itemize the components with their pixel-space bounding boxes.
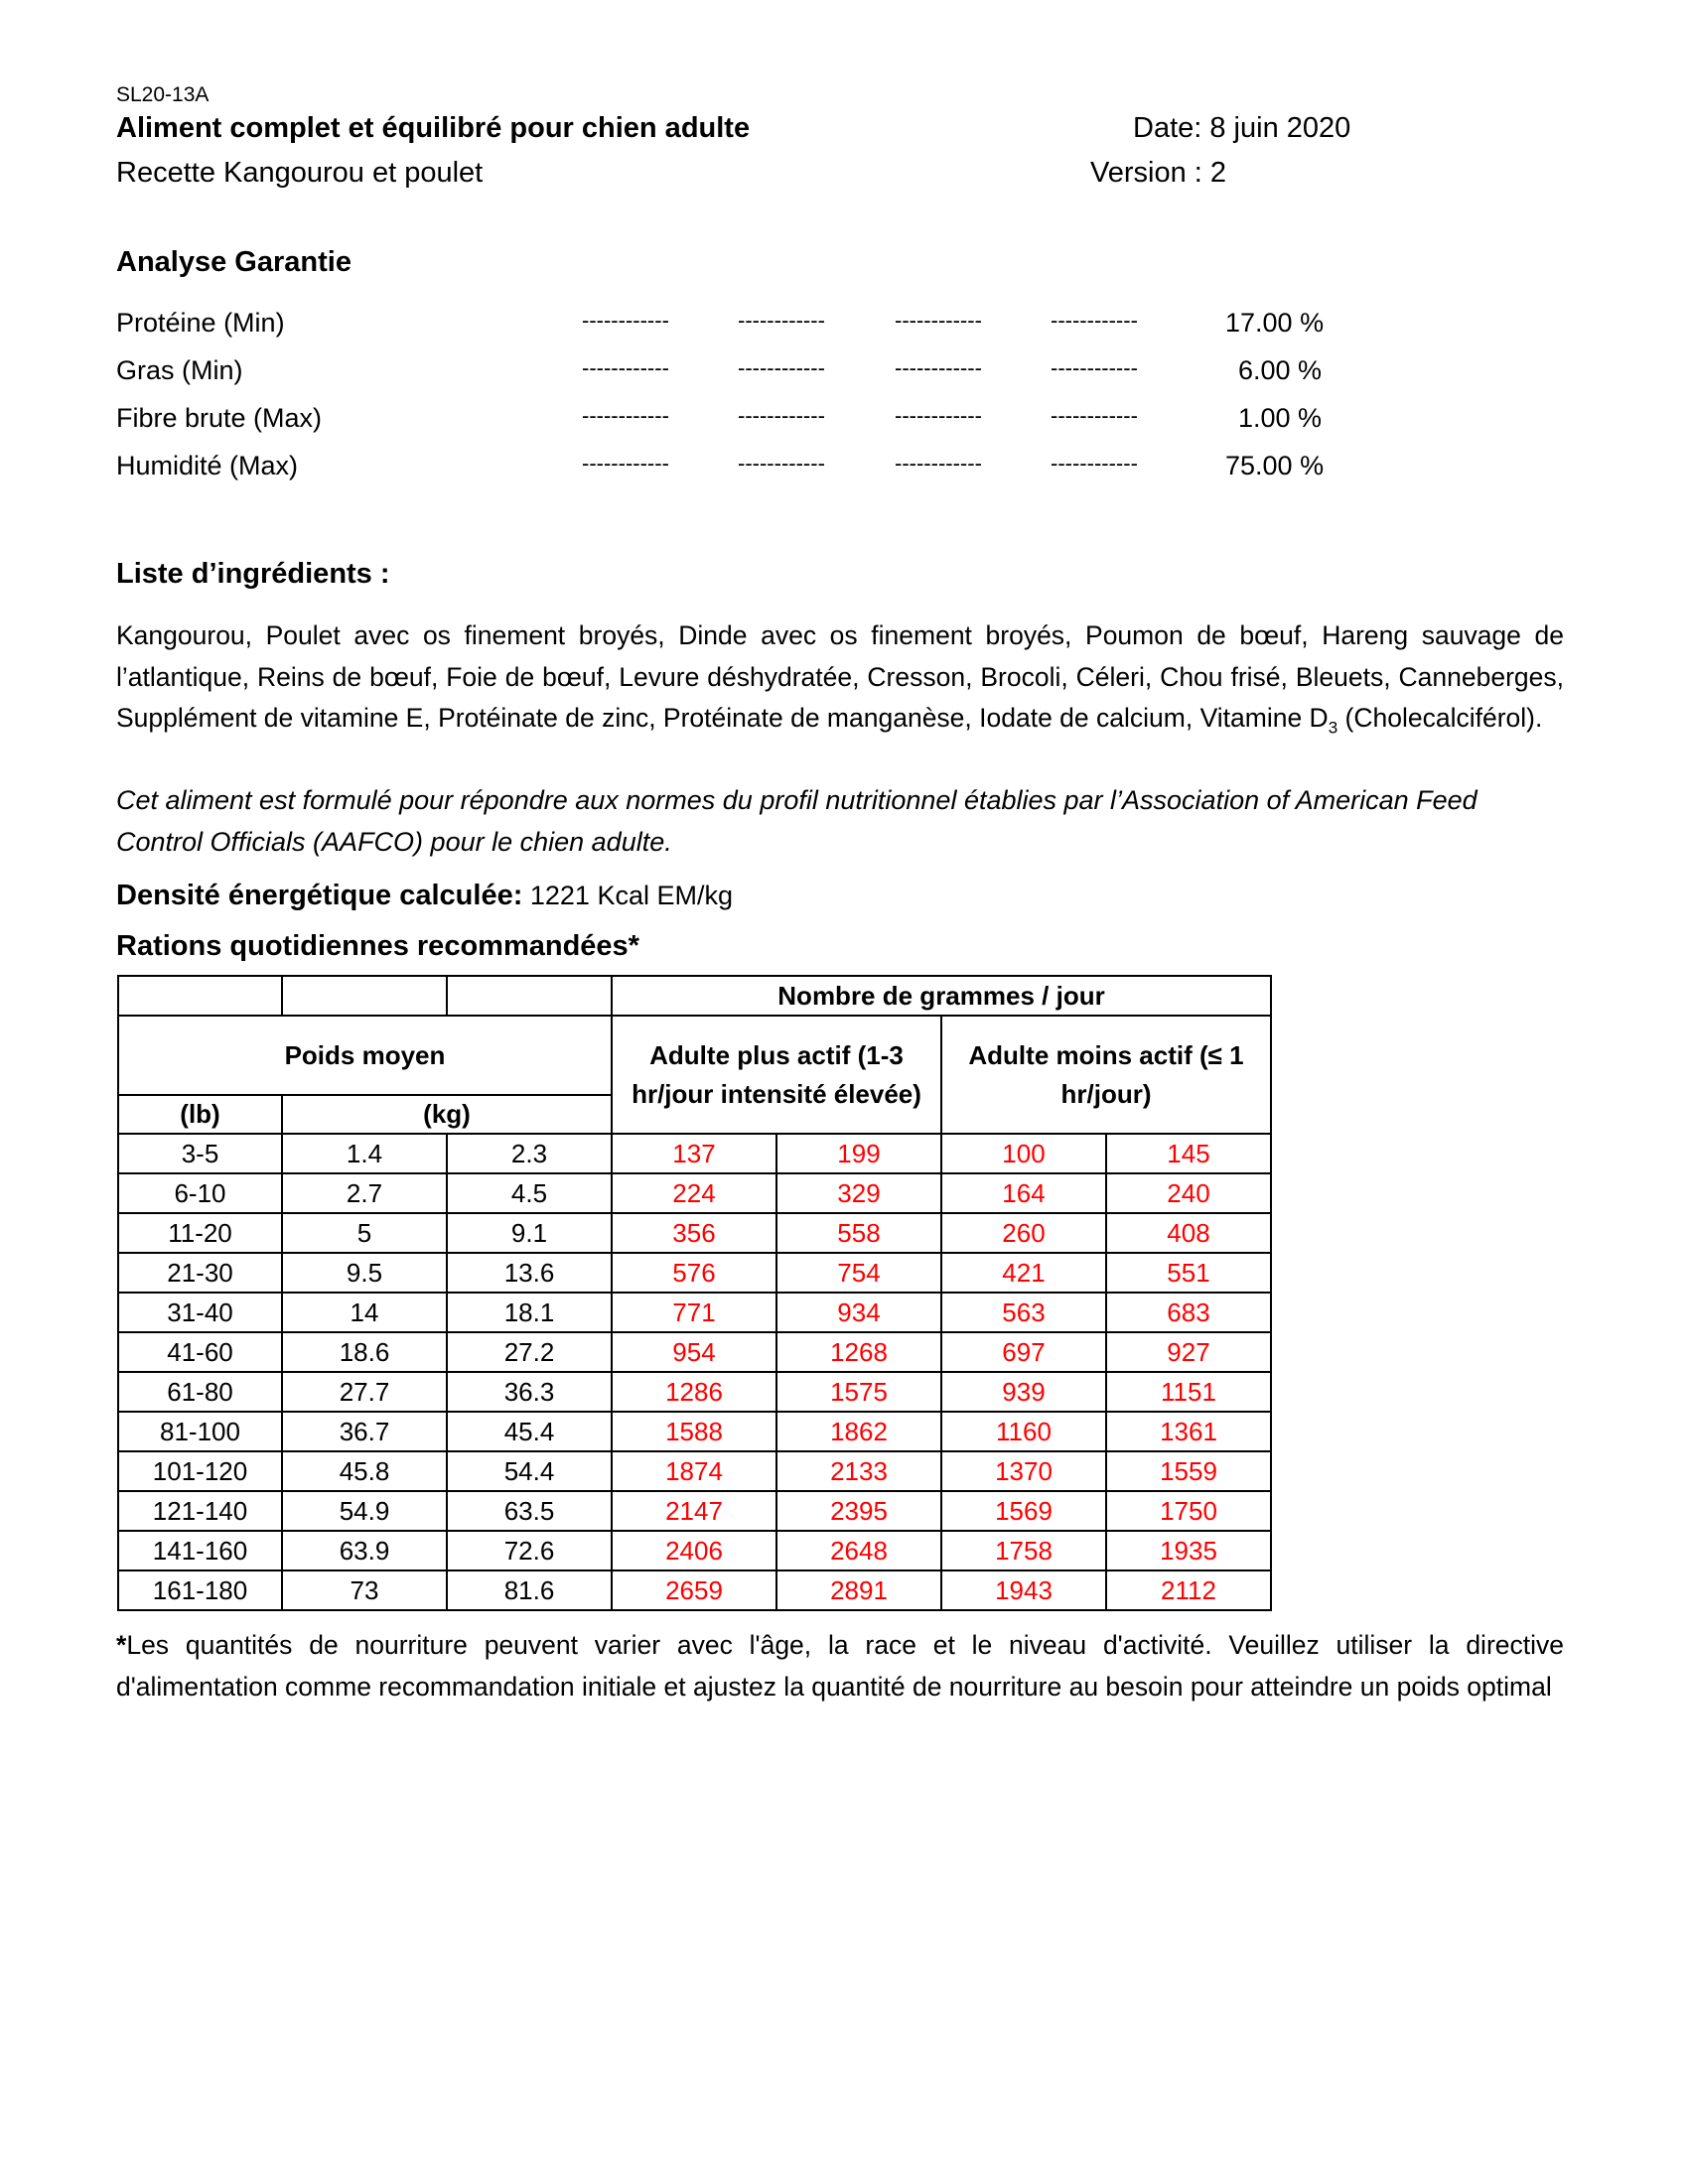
weight-kg-cell: 1.4 bbox=[282, 1134, 447, 1173]
energy-density-label: Densité énergétique calculée: bbox=[116, 880, 523, 911]
weight-lb-cell: 141-160 bbox=[118, 1531, 282, 1570]
grams-cell: 240 bbox=[1106, 1173, 1271, 1213]
weight-lb-cell: 61-80 bbox=[118, 1372, 282, 1412]
kg-header: (kg) bbox=[282, 1095, 612, 1134]
grams-cell: 1569 bbox=[941, 1491, 1106, 1531]
weight-lb-cell: 11-20 bbox=[118, 1213, 282, 1253]
grams-cell: 1874 bbox=[612, 1451, 776, 1491]
weight-kg-cell: 45.4 bbox=[447, 1412, 612, 1451]
grams-cell: 2659 bbox=[612, 1570, 776, 1610]
grams-cell: 224 bbox=[612, 1173, 776, 1213]
grams-cell: 1268 bbox=[776, 1332, 941, 1372]
active-adult-header: Adulte plus actif (1-3 hr/jour intensité élevée) bbox=[612, 1016, 941, 1134]
grams-cell: 683 bbox=[1106, 1293, 1271, 1332]
analysis-value: 75.00 % bbox=[1225, 451, 1325, 480]
grams-cell: 934 bbox=[776, 1293, 941, 1332]
grams-cell: 551 bbox=[1106, 1253, 1271, 1293]
energy-density bbox=[116, 880, 733, 912]
grams-cell: 356 bbox=[612, 1213, 776, 1253]
weight-kg-cell: 45.8 bbox=[282, 1451, 447, 1491]
analysis-row bbox=[116, 451, 1347, 490]
grams-cell: 576 bbox=[612, 1253, 776, 1293]
guaranteed-analysis-heading: Analyse Garantie bbox=[116, 246, 352, 278]
weight-lb-cell: 31-40 bbox=[118, 1293, 282, 1332]
weight-lb-cell: 121-140 bbox=[118, 1491, 282, 1531]
ingredients-list bbox=[116, 615, 1564, 749]
ration-row bbox=[118, 1531, 1271, 1570]
grams-cell: 2648 bbox=[776, 1531, 941, 1570]
weight-kg-cell: 63.9 bbox=[282, 1531, 447, 1570]
ration-row bbox=[118, 1173, 1271, 1213]
dash-leader: ------------ bbox=[895, 451, 982, 476]
grams-cell: 1361 bbox=[1106, 1412, 1271, 1451]
analysis-row bbox=[116, 308, 1347, 347]
ration-row bbox=[118, 1570, 1271, 1610]
grams-cell: 260 bbox=[941, 1213, 1106, 1253]
grams-cell: 1370 bbox=[941, 1451, 1106, 1491]
grams-cell: 1943 bbox=[941, 1570, 1106, 1610]
recipe-name: Recette Kangourou et poulet bbox=[116, 157, 484, 189]
rations-heading: Rations quotidiennes recommandées* bbox=[116, 930, 639, 962]
dash-leader: ------------ bbox=[895, 308, 982, 333]
grams-cell: 145 bbox=[1106, 1134, 1271, 1173]
grams-cell: 697 bbox=[941, 1332, 1106, 1372]
grams-cell: 1935 bbox=[1106, 1531, 1271, 1570]
dash-leader: ------------ bbox=[895, 403, 982, 428]
ration-row bbox=[118, 1451, 1271, 1491]
footnote-text: Les quantités de nourriture peuvent varier avec l'âge, la race et le niveau d'activité. Veuillez utiliser la directive d'alimentation comme recommandation initiale et ajustez la quantité de nourriture au besoin pour atteindre un poids optimal bbox=[116, 1630, 1564, 1702]
grams-cell: 137 bbox=[612, 1134, 776, 1173]
grams-cell: 408 bbox=[1106, 1213, 1271, 1253]
weight-kg-cell: 81.6 bbox=[447, 1570, 612, 1610]
ingredients-subscript: 3 bbox=[1328, 718, 1338, 738]
grams-cell: 1151 bbox=[1106, 1372, 1271, 1412]
grams-cell: 771 bbox=[612, 1293, 776, 1332]
grams-cell: 927 bbox=[1106, 1332, 1271, 1372]
weight-lb-cell: 6-10 bbox=[118, 1173, 282, 1213]
weight-kg-cell: 27.7 bbox=[282, 1372, 447, 1412]
ration-row bbox=[118, 1253, 1271, 1293]
footnote-star: * bbox=[116, 1630, 127, 1660]
weight-kg-cell: 73 bbox=[282, 1570, 447, 1610]
empty-cell bbox=[447, 976, 612, 1016]
grams-cell: 1286 bbox=[612, 1372, 776, 1412]
weight-kg-cell: 9.1 bbox=[447, 1213, 612, 1253]
dash-leader: ------------ bbox=[582, 403, 669, 428]
rations-table bbox=[117, 975, 1272, 1611]
grams-per-day-header: Nombre de grammes / jour bbox=[612, 976, 1271, 1016]
weight-kg-cell: 18.1 bbox=[447, 1293, 612, 1332]
weight-kg-cell: 36.3 bbox=[447, 1372, 612, 1412]
ration-row bbox=[118, 1412, 1271, 1451]
ration-row bbox=[118, 1213, 1271, 1253]
dash-leader: ------------ bbox=[582, 451, 669, 476]
weight-kg-cell: 54.4 bbox=[447, 1451, 612, 1491]
weight-lb-cell: 3-5 bbox=[118, 1134, 282, 1173]
dash-leader: ------------ bbox=[582, 355, 669, 380]
grams-cell: 2112 bbox=[1106, 1570, 1271, 1610]
weight-lb-cell: 161-180 bbox=[118, 1570, 282, 1610]
grams-cell: 754 bbox=[776, 1253, 941, 1293]
lb-header: (lb) bbox=[118, 1095, 282, 1134]
weight-kg-cell: 54.9 bbox=[282, 1491, 447, 1531]
grams-cell: 1588 bbox=[612, 1412, 776, 1451]
grams-cell: 1559 bbox=[1106, 1451, 1271, 1491]
weight-kg-cell: 4.5 bbox=[447, 1173, 612, 1213]
weight-kg-cell: 36.7 bbox=[282, 1412, 447, 1451]
analysis-value: 6.00 % bbox=[1238, 355, 1323, 385]
ration-row bbox=[118, 1372, 1271, 1412]
dash-leader: ------------ bbox=[582, 308, 669, 333]
grams-cell: 329 bbox=[776, 1173, 941, 1213]
ration-row bbox=[118, 1332, 1271, 1372]
weight-kg-cell: 2.7 bbox=[282, 1173, 447, 1213]
aafco-statement: Cet aliment est formulé pour répondre aux normes du profil nutritionnel établies par l’Association of American Feed Control Officials (AAFCO) pour le chien adulte. bbox=[116, 785, 1477, 857]
ration-row bbox=[118, 1134, 1271, 1173]
weight-kg-cell: 14 bbox=[282, 1293, 447, 1332]
document-version: Version : 2 bbox=[1090, 157, 1227, 189]
weight-kg-cell: 63.5 bbox=[447, 1491, 612, 1531]
analysis-value: 17.00 % bbox=[1225, 308, 1325, 338]
grams-cell: 939 bbox=[941, 1372, 1106, 1412]
empty-cell bbox=[282, 976, 447, 1016]
grams-cell: 164 bbox=[941, 1173, 1106, 1213]
ingredients-text-end: (Cholecalciférol). bbox=[1337, 703, 1543, 733]
dash-leader: ------------ bbox=[738, 355, 825, 380]
footnote bbox=[116, 1624, 1564, 1707]
weight-kg-cell: 2.3 bbox=[447, 1134, 612, 1173]
weight-lb-cell: 81-100 bbox=[118, 1412, 282, 1451]
ration-row bbox=[118, 1293, 1271, 1332]
weight-kg-cell: 18.6 bbox=[282, 1332, 447, 1372]
analysis-label: Fibre brute (Max) bbox=[116, 403, 323, 433]
grams-cell: 2406 bbox=[612, 1531, 776, 1570]
grams-cell: 2395 bbox=[776, 1491, 941, 1531]
grams-cell: 954 bbox=[612, 1332, 776, 1372]
average-weight-header: Poids moyen bbox=[118, 1016, 612, 1095]
document-date: Date: 8 juin 2020 bbox=[1133, 112, 1351, 144]
analysis-row bbox=[116, 403, 1347, 443]
less-active-adult-header: Adulte moins actif (≤ 1 hr/jour) bbox=[941, 1016, 1271, 1134]
dash-leader: ------------ bbox=[738, 403, 825, 428]
ingredients-text: Kangourou, Poulet avec os finement broyés, Dinde avec os finement broyés, Poumon de bœuf, Hareng sauvage de l’atlantique, Reins de bœuf, Foie de bœuf, Levure déshydratée, Cresson, Brocoli, Céleri, Chou frisé, Bleuets, Canneberges, Supplément de vitamine E, Protéinate de zinc, Protéinate de manganèse, Iodate de calcium, Vitamine D bbox=[116, 620, 1564, 733]
dash-leader: ------------ bbox=[1051, 355, 1138, 380]
analysis-label: Humidité (Max) bbox=[116, 451, 299, 480]
grams-cell: 1758 bbox=[941, 1531, 1106, 1570]
grams-cell: 2133 bbox=[776, 1451, 941, 1491]
ration-row bbox=[118, 1491, 1271, 1531]
weight-kg-cell: 9.5 bbox=[282, 1253, 447, 1293]
grams-cell: 1750 bbox=[1106, 1491, 1271, 1531]
weight-kg-cell: 72.6 bbox=[447, 1531, 612, 1570]
document-title: Aliment complet et équilibré pour chien adulte bbox=[116, 112, 751, 144]
dash-leader: ------------ bbox=[1051, 403, 1138, 428]
grams-cell: 558 bbox=[776, 1213, 941, 1253]
grams-cell: 1862 bbox=[776, 1412, 941, 1451]
grams-cell: 100 bbox=[941, 1134, 1106, 1173]
analysis-row bbox=[116, 355, 1347, 395]
empty-cell bbox=[118, 976, 282, 1016]
dash-leader: ------------ bbox=[1051, 451, 1138, 476]
grams-cell: 1575 bbox=[776, 1372, 941, 1412]
weight-kg-cell: 5 bbox=[282, 1213, 447, 1253]
grams-cell: 1160 bbox=[941, 1412, 1106, 1451]
weight-lb-cell: 101-120 bbox=[118, 1451, 282, 1491]
analysis-value: 1.00 % bbox=[1238, 403, 1323, 433]
grams-cell: 563 bbox=[941, 1293, 1106, 1332]
weight-lb-cell: 21-30 bbox=[118, 1253, 282, 1293]
grams-cell: 421 bbox=[941, 1253, 1106, 1293]
grams-cell: 2147 bbox=[612, 1491, 776, 1531]
document-id: SL20-13A bbox=[116, 83, 210, 106]
ingredients-heading: Liste d’ingrédients : bbox=[116, 558, 390, 590]
dash-leader: ------------ bbox=[738, 451, 825, 476]
dash-leader: ------------ bbox=[1051, 308, 1138, 333]
dash-leader: ------------ bbox=[738, 308, 825, 333]
dash-leader: ------------ bbox=[895, 355, 982, 380]
energy-density-value: 1221 Kcal EM/kg bbox=[522, 881, 733, 910]
grams-cell: 2891 bbox=[776, 1570, 941, 1610]
weight-lb-cell: 41-60 bbox=[118, 1332, 282, 1372]
grams-cell: 199 bbox=[776, 1134, 941, 1173]
analysis-label: Protéine (Min) bbox=[116, 308, 285, 338]
weight-kg-cell: 13.6 bbox=[447, 1253, 612, 1293]
analysis-label: Gras (Min) bbox=[116, 355, 243, 385]
weight-kg-cell: 27.2 bbox=[447, 1332, 612, 1372]
